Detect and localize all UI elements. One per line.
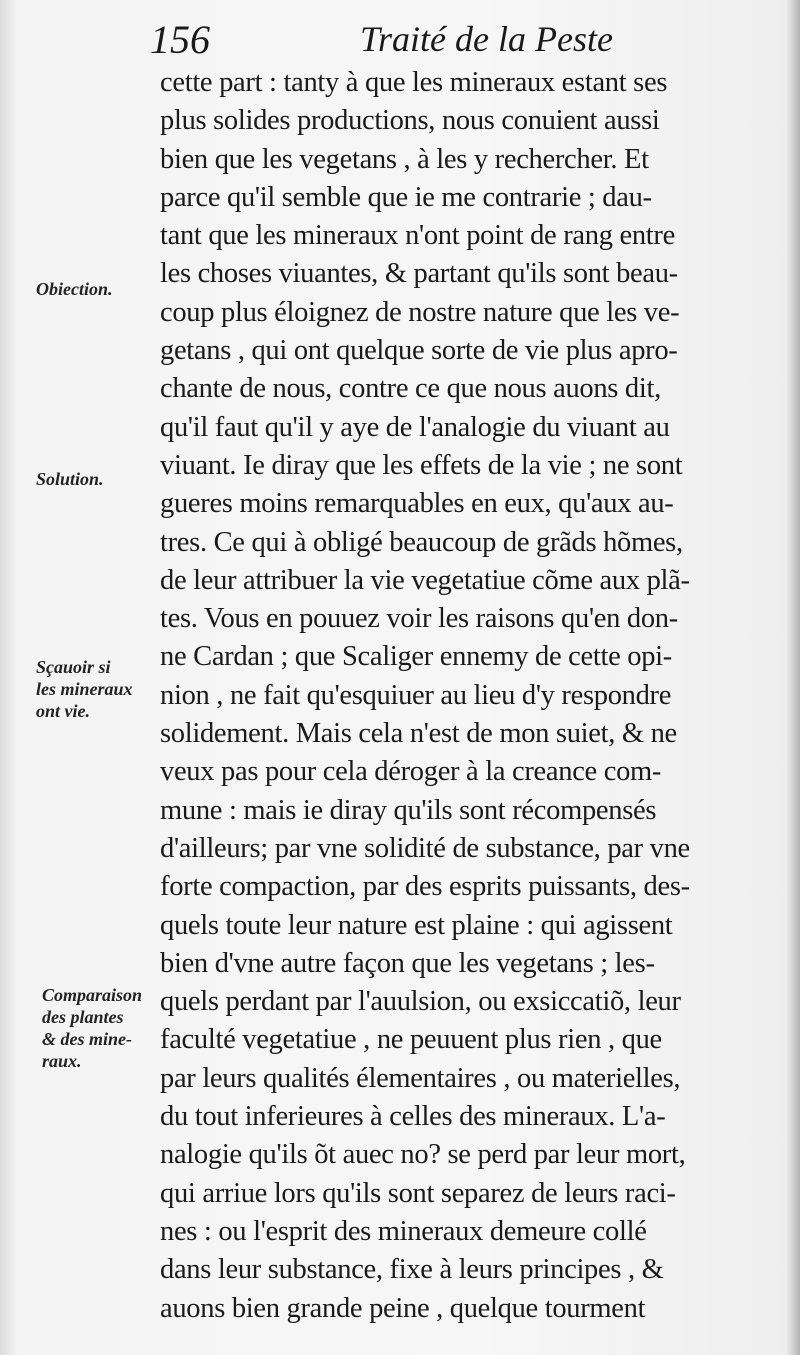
text-line: viuant. Ie diray que les effets de la vie ; ne sont	[160, 449, 683, 481]
text-line: quels perdant par l'auulsion, ou exsiccatiõ, leur	[160, 986, 681, 1018]
text-line: qui arriue lors qu'ils sont separez de leurs raci-	[160, 1177, 676, 1209]
text-line: par leurs qualités élementaires , ou materielles,	[160, 1062, 681, 1094]
text-line: tes. Vous en pouuez voir les raisons qu'en don-	[160, 603, 678, 635]
page-edge-shadow	[786, 0, 800, 1355]
text-line: getans , qui ont quelque sorte de vie plus apro-	[160, 335, 678, 367]
margin-note-line: raux.	[42, 1051, 82, 1071]
text-line: plus solides productions, nous conuient aussi	[160, 105, 660, 137]
text-line: mune : mais ie diray qu'ils sont récompensés	[160, 794, 657, 826]
text-line: dans leur substance, fixe à leurs principes , &	[160, 1254, 664, 1286]
text-line: parce qu'il semble que ie me contrarie ; dau-	[160, 181, 652, 213]
margin-note-objection	[36, 278, 113, 300]
text-line: de leur attribuer la vie vegetatiue cõme aux plã-	[160, 564, 690, 596]
text-line: chante de nous, contre ce que nous auons dit,	[160, 373, 661, 405]
text-line: tres. Ce qui à obligé beaucoup de grãds hõmes,	[160, 526, 683, 558]
text-line: gueres moins remarquables en eux, qu'aux au-	[160, 488, 674, 520]
text-line: du tout inferieures à celles des mineraux. L'a-	[160, 1101, 666, 1133]
text-line: veux pas pour cela déroger à la creance com-	[160, 756, 662, 788]
text-line: solidement. Mais cela n'est de mon suiet, & ne	[160, 718, 677, 750]
body-text	[160, 64, 780, 1328]
text-line: ne Cardan ; que Scaliger ennemy de cette opi-	[160, 641, 672, 673]
margin-note-solution	[36, 468, 104, 490]
page-number: 156	[150, 17, 210, 62]
margin-note-line: & des mine-	[42, 1029, 132, 1049]
margin-note-line: Comparaison	[42, 985, 143, 1005]
margin-note-comparison	[42, 984, 142, 1072]
text-line: faculté vegetatiue , ne peuuent plus rien , que	[160, 1024, 662, 1056]
text-line: nalogie qu'ils õt auec no? se perd par leur mort,	[160, 1139, 686, 1171]
text-line: qu'il faut qu'il y aye de l'analogie du viuant au	[160, 411, 670, 443]
text-line: d'ailleurs; par vne solidité de substance, par vne	[160, 832, 690, 864]
text-line: coup plus éloignez de nostre nature que les ve-	[160, 296, 680, 328]
text-line: bien que les vegetans , à les y rechercher. Et	[160, 143, 649, 175]
text-line: bien d'vne autre façon que les vegetans ; les-	[160, 947, 655, 979]
page-header	[150, 10, 770, 70]
margin-note-line: Solution.	[36, 469, 104, 489]
margin-note-line: les mineraux	[36, 679, 133, 699]
text-line: nion , ne fait qu'esquiuer au lieu d'y respondre	[160, 679, 672, 711]
text-line: quels toute leur nature est plaine : qui agissent	[160, 909, 673, 941]
margin-note-line: Sçauoir si	[36, 657, 111, 677]
text-line: tant que les mineraux n'ont point de rang entre	[160, 220, 675, 252]
text-line: cette part : tanty à que les mineraux estant ses	[160, 67, 668, 98]
text-line: auons bien grande peine , quelque tourment	[160, 1292, 646, 1324]
margin-note-question	[36, 656, 133, 722]
text-line: les choses viuantes, & partant qu'ils sont beau-	[160, 258, 678, 290]
margin-note-line: des plantes	[42, 1007, 124, 1027]
running-title: Traité de la Peste	[360, 19, 613, 59]
margin-note-line: ont vie.	[36, 701, 90, 721]
margin-note-line: Obiection.	[36, 279, 113, 299]
text-line: forte compaction, par des esprits puissants, des-	[160, 871, 690, 903]
text-line: nes : ou l'esprit des mineraux demeure collé	[160, 1215, 647, 1247]
